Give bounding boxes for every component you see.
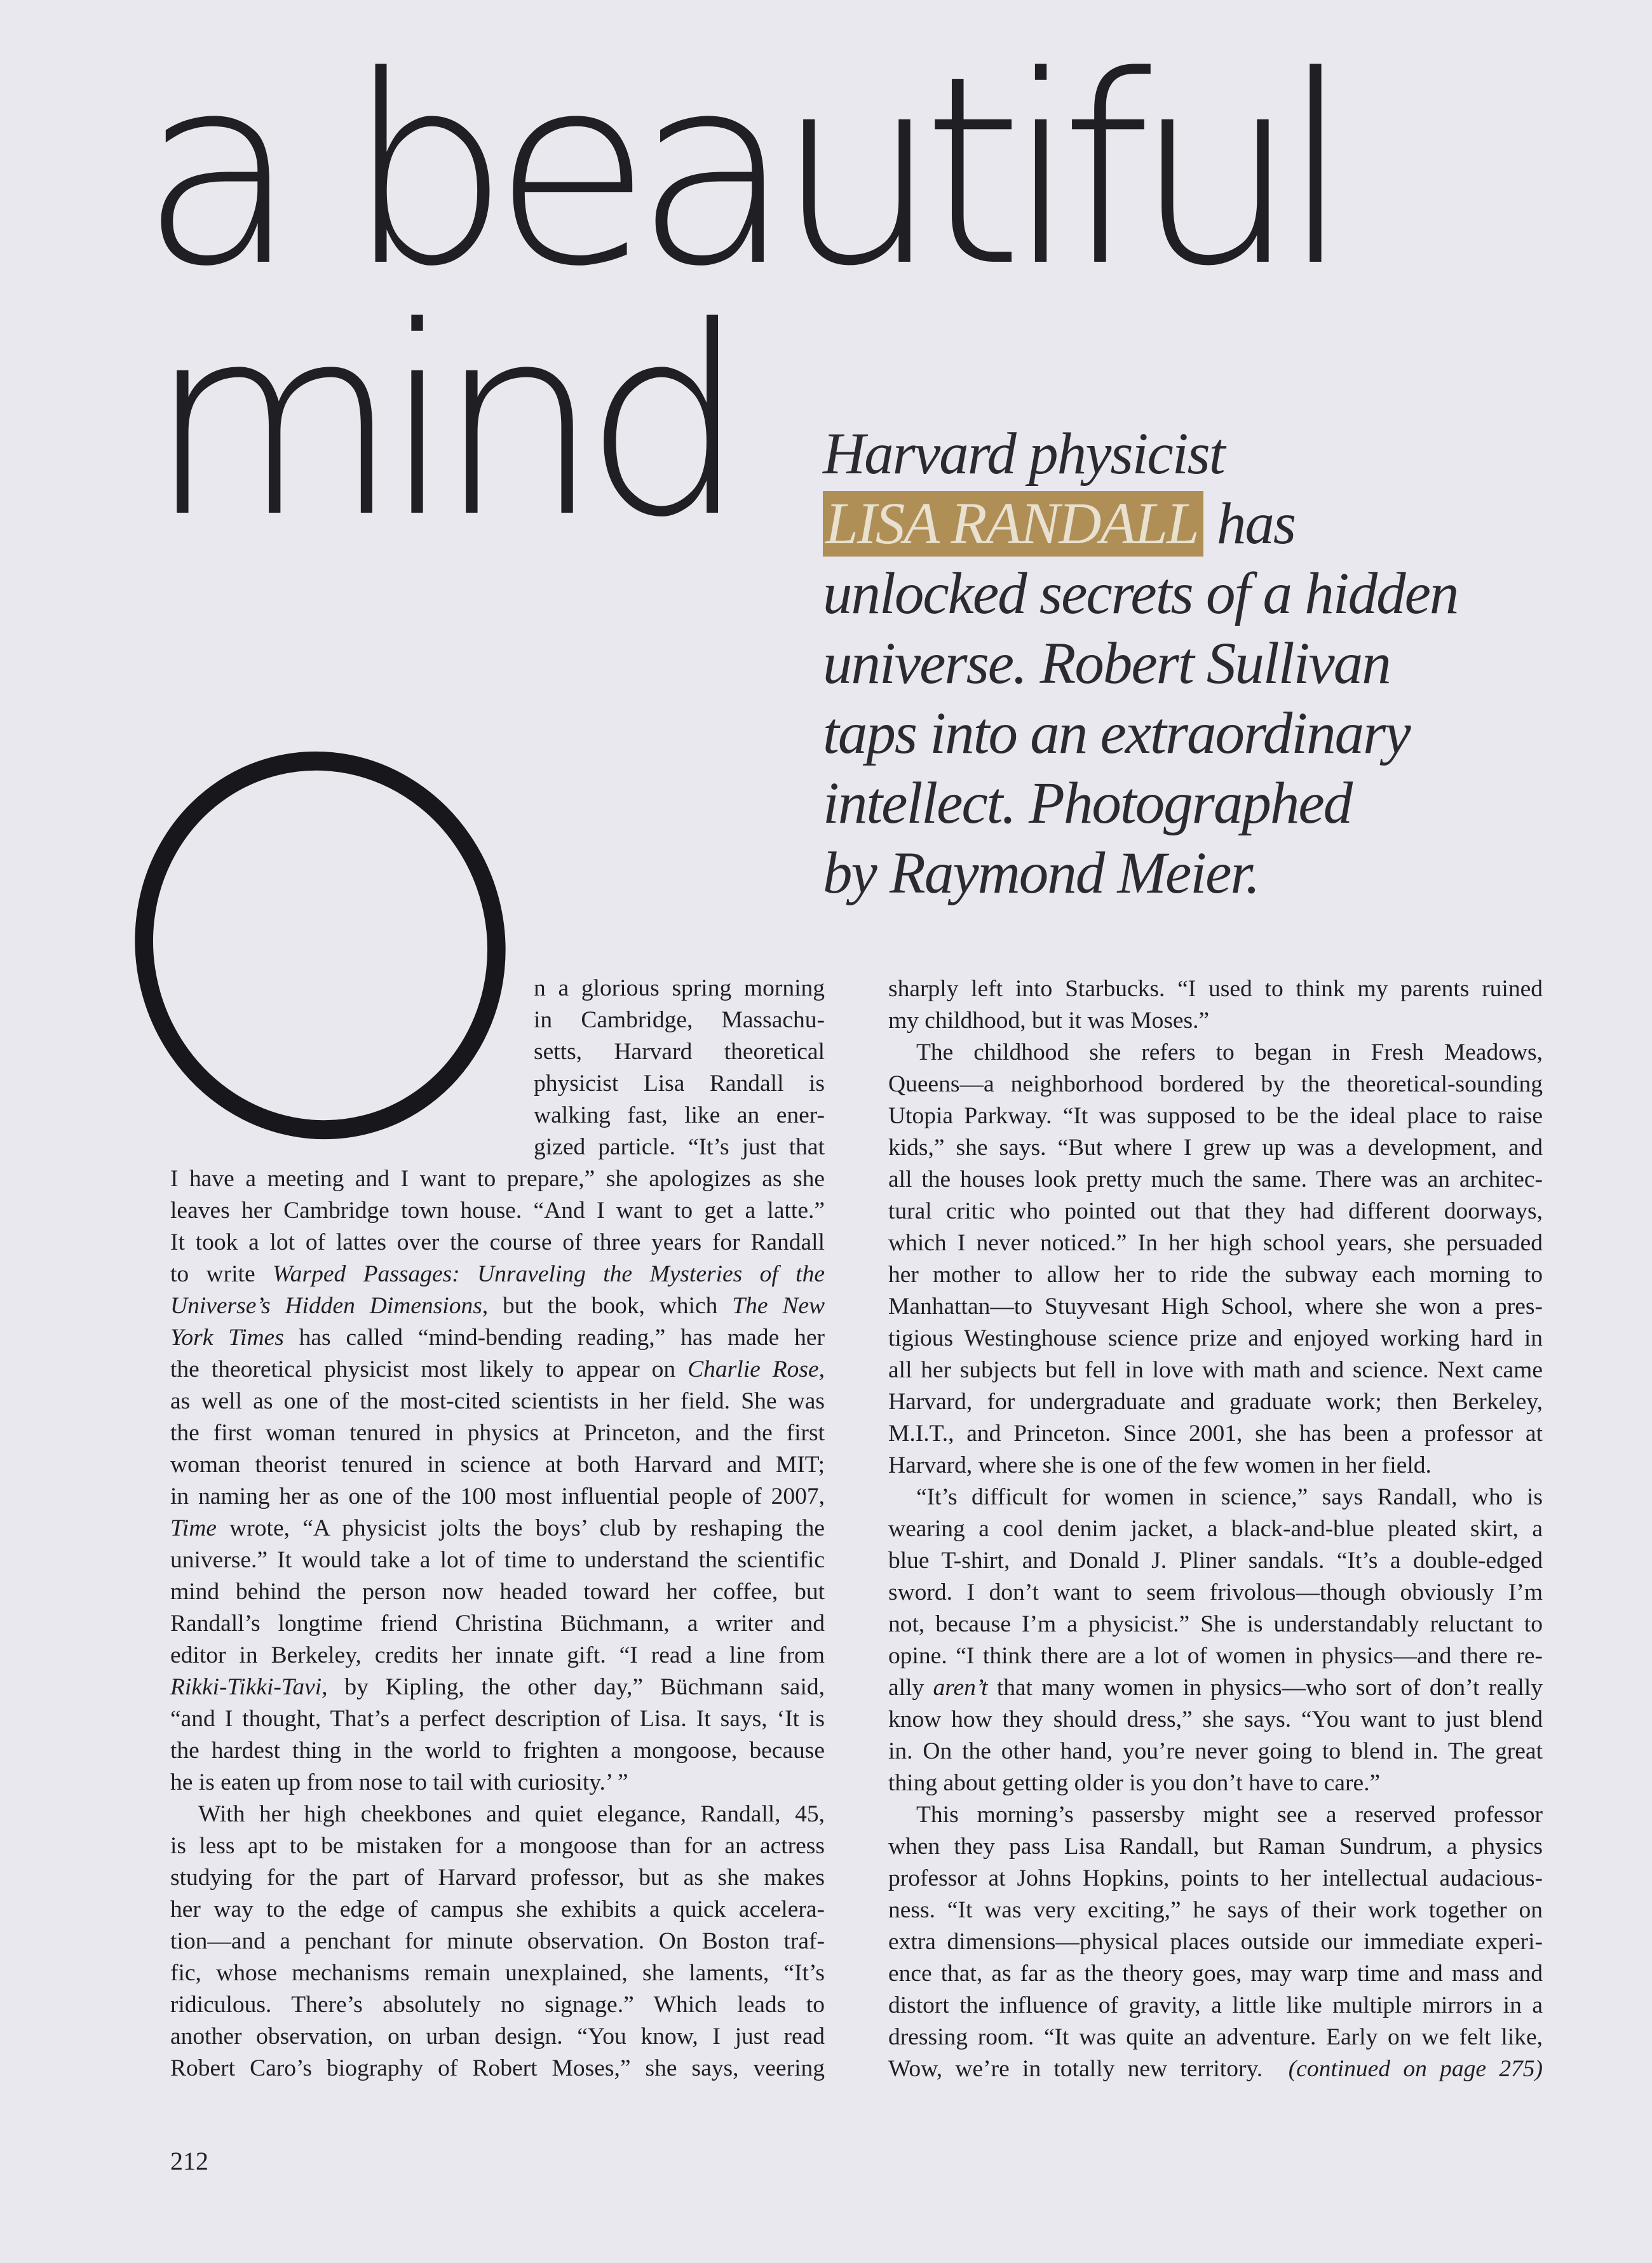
deck	[823, 419, 1604, 909]
text-line: blue T-shirt, and Donald J. Pliner sandals. “It’s a double-edged	[888, 1548, 1543, 1574]
text-line: With her high cheekbones and quiet elegance, Randall, 45,	[198, 1801, 825, 1827]
text-line: physicist Lisa Randall is	[534, 1071, 825, 1097]
text-line	[888, 1672, 1543, 1704]
text-line: “and I thought, That’s a perfect description of Lisa. It says, ‘It is	[170, 1706, 825, 1732]
text-run: the theoretical physicist most likely to appear on	[170, 1356, 688, 1382]
text-line: Harvard, where she is one of the few women in her field.	[888, 1452, 1432, 1478]
text-line: sword. I don’t want to seem frivolous—though obviously I’m	[888, 1579, 1543, 1605]
text-line: Utopia Parkway. “It was supposed to be the ideal place to raise	[888, 1103, 1543, 1129]
text-line: gized particle. “It’s just that	[534, 1134, 825, 1160]
text-line: This morning’s passersby might see a reserved professor	[916, 1802, 1543, 1828]
text-line: dressing room. “It was quite an adventure. Early on we felt like,	[888, 2024, 1543, 2050]
text-line: The childhood she refers to began in Fresh Meadows,	[916, 1039, 1543, 1065]
deck-line-5: taps into an extraordinary	[823, 701, 1410, 766]
text-line: another observation, on urban design. “You know, I just read	[170, 2023, 825, 2050]
article-column-2	[888, 973, 1543, 2085]
text-run: ally	[888, 1675, 933, 1701]
text-line: her mother to allow her to ride the subway each morning to	[888, 1262, 1543, 1288]
text-line: tion—and a penchant for minute observation. On Boston traf-	[170, 1928, 825, 1954]
text-line: studying for the part of Harvard professor, but as she makes	[170, 1865, 825, 1891]
text-line: walking fast, like an ener-	[534, 1102, 825, 1128]
text-line: Robert Caro’s biography of Robert Moses,” she says, veering	[170, 2055, 825, 2081]
text-line: professor at Johns Hopkins, points to her intellectual audacious-	[888, 1865, 1543, 1891]
emphasis-text: aren’t	[933, 1675, 988, 1701]
deck-line-3: unlocked secrets of a hidden	[823, 561, 1458, 626]
text-line: Harvard, for undergraduate and graduate work; then Berkeley,	[888, 1389, 1543, 1415]
book-title: Warped Passages: Unraveling the Mysteries of the	[272, 1261, 825, 1287]
text-line: ness. “It was very exciting,” he says of their work together on	[888, 1897, 1543, 1923]
text-line: tural critic who pointed out that they had different doorways,	[888, 1198, 1543, 1224]
text-line: opine. “I think there are a lot of women in physics—and there re-	[888, 1643, 1543, 1669]
text-run: that many women in physics—who sort of don’t really	[987, 1675, 1543, 1701]
text-line: when they pass Lisa Randall, but Raman Sundrum, a physics	[888, 1834, 1543, 1860]
book-title: Rikki-Tikki-Tavi,	[170, 1674, 328, 1700]
text-line: I have a meeting and I want to prepare,” she apologizes as she	[170, 1166, 825, 1192]
text-line: leaves her Cambridge town house. “And I want to get a latte.”	[170, 1198, 825, 1224]
text-line: not, because I’m a physicist.” She is understandably reluctant to	[888, 1611, 1543, 1637]
text-line: my childhood, but it was Moses.”	[888, 1008, 1210, 1034]
text-line: Randall’s longtime friend Christina Büchmann, a writer and	[170, 1611, 825, 1637]
text-line: wearing a cool denim jacket, a black-and-blue pleated skirt, a	[888, 1516, 1543, 1542]
text-line: ridiculous. There’s absolutely no signage.” Which leads to	[170, 1992, 825, 2018]
page-number: 212	[170, 2147, 208, 2175]
text-line: which I never noticed.” In her high school years, she persuaded	[888, 1230, 1543, 1256]
show-title: Charlie Rose,	[687, 1356, 825, 1382]
deck-line-7: by Raymond Meier.	[823, 841, 1259, 906]
text-line: fic, whose mechanisms remain unexplained, she laments, “It’s	[170, 1960, 825, 1986]
text-line: ence that, as far as the theory goes, may warp time and mass and	[888, 1961, 1543, 1987]
text-line: the first woman tenured in physics at Princeton, and the first	[170, 1420, 825, 1446]
publication-title: The New	[732, 1293, 825, 1319]
text-run: wrote, “A physicist jolts the boys’ club by reshaping the	[216, 1515, 825, 1541]
text-line: distort the influence of gravity, a little like multiple mirrors in a	[888, 1992, 1543, 2018]
deck-line-2	[823, 489, 1604, 559]
highlighted-name: LISA RANDALL	[823, 491, 1203, 557]
text-line: he is eaten up from nose to tail with curiosity.’ ”	[170, 1769, 628, 1795]
text-line: M.I.T., and Princeton. Since 2001, she has been a professor at	[888, 1421, 1543, 1447]
text-line: in naming her as one of the 100 most influential people of 2007,	[170, 1483, 825, 1510]
headline-line-2: mind	[147, 271, 730, 574]
text-line: It took a lot of lattes over the course of three years for Randall	[170, 1229, 825, 1255]
text-line: the hardest thing in the world to frighten a mongoose, because	[170, 1738, 825, 1764]
book-title: Universe’s Hidden Dimensions,	[170, 1293, 489, 1319]
text-line: as well as one of the most-cited scientists in her field. She was	[170, 1388, 825, 1414]
deck-line-2-rest: has	[1203, 491, 1296, 557]
text-run: to write	[170, 1261, 273, 1287]
text-line	[170, 1672, 825, 1703]
text-line: mind behind the person now headed toward her coffee, but	[170, 1579, 825, 1605]
text-run: Wow, we’re in totally new territory.	[888, 2056, 1263, 2082]
article-column-1	[170, 973, 825, 2084]
text-run: by Kipling, the other day,” Büchmann said,	[327, 1674, 825, 1700]
deck-line-6: intellect. Photographed	[823, 771, 1352, 836]
text-line: all the houses look pretty much the same. There was an architec-	[888, 1166, 1543, 1192]
text-line: know how they should dress,” she says. “You want to just blend	[888, 1706, 1543, 1733]
text-line	[170, 1259, 825, 1290]
text-line: universe.” It would take a lot of time to understand the scientific	[170, 1547, 825, 1573]
text-line: tigious Westinghouse science prize and enjoyed working hard in	[888, 1325, 1543, 1351]
text-line: sharply left into Starbucks. “I used to think my parents ruined	[888, 976, 1543, 1002]
text-line: her way to the edge of campus she exhibits a quick accelera-	[170, 1896, 825, 1922]
text-line: Queens—a neighborhood bordered by the theoretical-sounding	[888, 1071, 1543, 1097]
text-line: setts, Harvard theoretical	[534, 1039, 825, 1065]
text-line	[888, 2053, 1543, 2085]
text-line: extra dimensions—physical places outside our immediate experi-	[888, 1929, 1543, 1955]
text-line	[170, 1513, 825, 1544]
deck-line-1: Harvard physicist	[823, 421, 1224, 487]
continued-on-note: (continued on page 275)	[1288, 2056, 1543, 2082]
text-line: woman theorist tenured in science at both Harvard and MIT;	[170, 1452, 825, 1478]
text-run: has called “mind-bending reading,” has made her	[283, 1325, 825, 1351]
headline-line-1: a beautiful	[140, 20, 1335, 323]
text-line: all her subjects but fell in love with math and science. Next came	[888, 1357, 1543, 1383]
text-line: “It’s difficult for women in science,” says Randall, who is	[916, 1484, 1543, 1510]
text-run: but the book, which	[488, 1293, 733, 1319]
publication-title: Time	[170, 1515, 217, 1541]
text-line: Manhattan—to Stuyvesant High School, where she won a pres-	[888, 1294, 1543, 1320]
deck-line-4: universe. Robert Sullivan	[823, 631, 1390, 696]
text-line: thing about getting older is you don’t have to care.”	[888, 1770, 1381, 1796]
text-line	[170, 1322, 825, 1354]
text-line: kids,” she says. “But where I grew up was a development, and	[888, 1135, 1543, 1161]
text-line: in. On the other hand, you’re never going to blend in. The great	[888, 1738, 1543, 1764]
text-line: editor in Berkeley, credits her innate gift. “I read a line from	[170, 1642, 825, 1668]
text-line	[170, 1290, 825, 1322]
text-line: n a glorious spring morning	[534, 975, 825, 1001]
publication-title: York Times	[170, 1325, 284, 1351]
text-line: is less apt to be mistaken for a mongoose than for an actress	[170, 1833, 825, 1859]
text-line	[170, 1354, 825, 1386]
text-line: in Cambridge, Massachu-	[534, 1007, 825, 1033]
